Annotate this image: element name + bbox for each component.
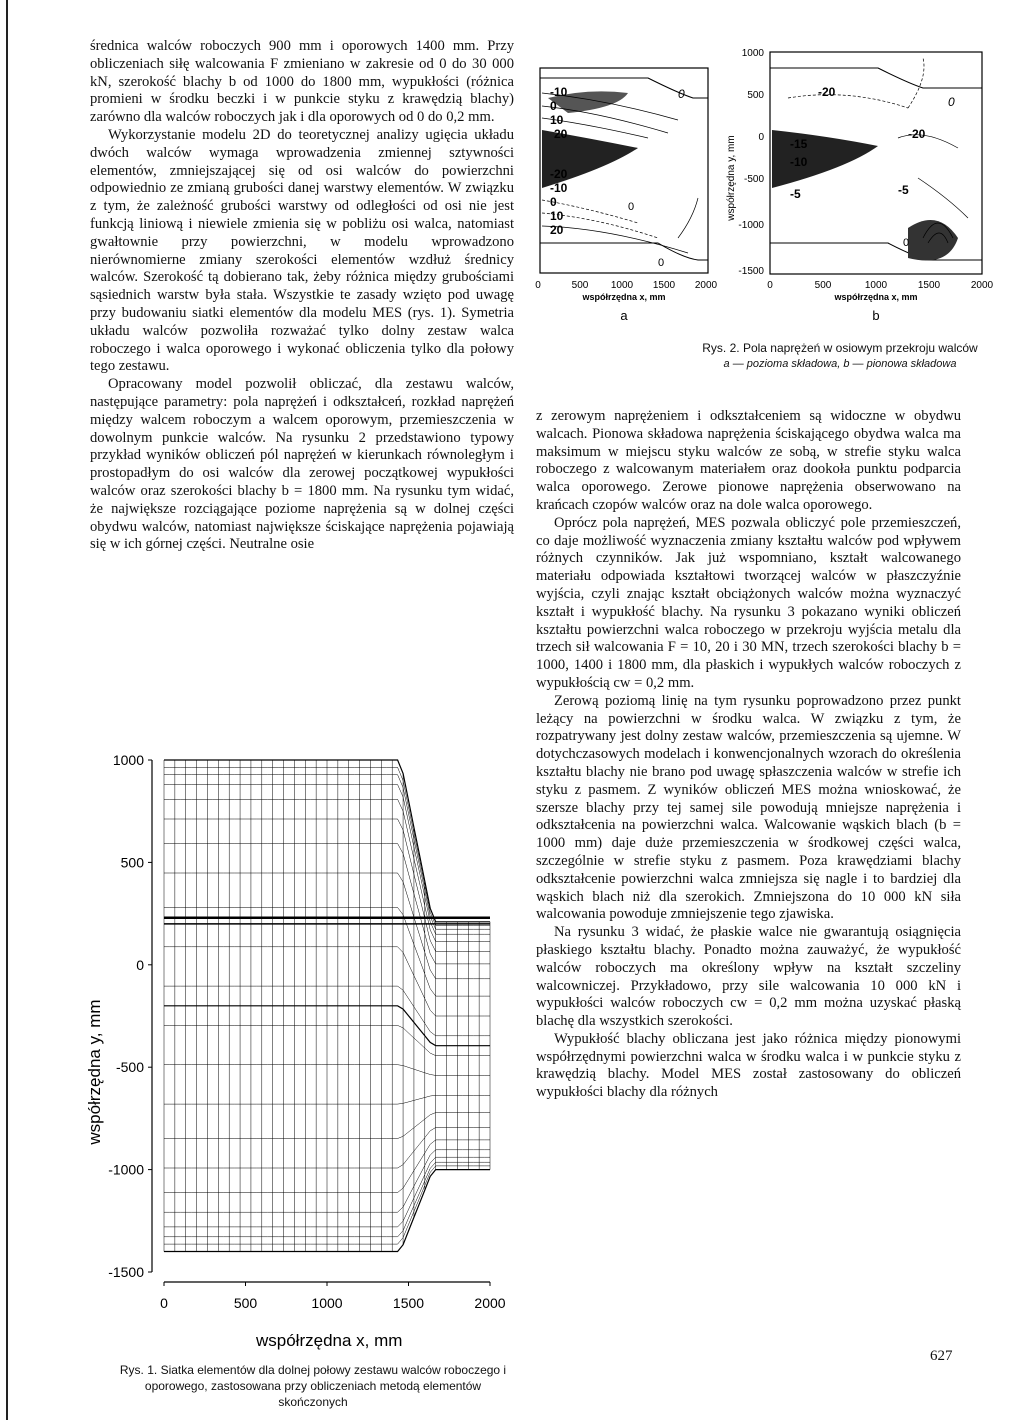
figure-2: [528, 38, 998, 328]
figure-1: [78, 742, 518, 1352]
x-tick-label: 1500: [917, 280, 941, 291]
y-tick-label: -1500: [108, 1264, 144, 1280]
x-tick-label: 2000: [474, 1295, 506, 1311]
y-tick-label: -500: [115, 1059, 144, 1076]
x-axis-label: współrzędna x, mm: [834, 292, 918, 302]
x-tick-label: 500: [814, 280, 832, 291]
paragraph: Oprócz pola naprężeń, MES pozwala obliczyć pole przemieszczeń, co daje możliwość wyznaczenia zmiany kształtu walców pod wpływem różnych czynników. Jak już wspomniano, kształt walcowanego materiału odpowiada kształtowi tworzącej walców w płaszczyźnie wyjścia, czyli znając kształt obciążonych walców można wyznaczyć kształt i wypukłość blachy. Na rysunku 3 pokazano wyniki obliczeń kształtu powierzchni walca roboczego w przekroju wyjścia metalu dla trzech sił walcowania F = 10, 20 i 30 MN, trzech szerokości blachy b = 1000, 1400 i 1800 mm, dla płaskich i wypukłych walców roboczych z wypukłością cw = 0,2 mm.: [536, 514, 961, 691]
x-tick-label: 1000: [610, 280, 634, 291]
y-tick-label: 0: [758, 132, 764, 143]
y-tick-label: -1000: [738, 220, 764, 231]
contour-label: -10: [790, 155, 808, 169]
contour-label: 0: [628, 201, 635, 213]
paragraph: z zerowym naprężeniem i odkształceniem są widoczne w obydwu walcach. Pionowa składowa naprężenia ściskającego obydwa walca ma maksimum w miejscu styku walców ze sobą, w strefie styku walca roboczego z walcowanym materiałem oraz dookoła punktu podparcia walca oporowego. Zerowe pionowe naprężenia obserwowano na krańcach czopów walców oraz na dole walca oporowego.: [536, 408, 961, 513]
y-tick-label: -500: [743, 174, 764, 185]
page-number: 627: [930, 1348, 953, 1364]
contour-label: 20: [550, 223, 564, 237]
page-edge-line: [6, 0, 8, 1420]
x-tick-label: 500: [233, 1295, 258, 1311]
x-tick-label: 1500: [392, 1295, 425, 1311]
left-text-column: [90, 38, 514, 554]
fem-mesh: [164, 760, 490, 1252]
contour-label: 0: [550, 195, 557, 209]
x-tick-label: 2000: [970, 280, 994, 291]
paragraph: Opracowany model pozwolił obliczać, dla zestawu walców, następujące parametry: pola naprężeń i odkształceń, rozkład naprężeń między walcem roboczym a walcem oporowym, przemieszczenia w dowolnym punkcie walców. Na rysunku 2 przedstawiono typowy przykład wyników obliczeń pól naprężeń w kierunkach równoległym i prostopadłym do osi walców dla zerowej początkowej wypukłości walców oraz szerokości blachy b = 1800 mm. Na rysunku tym widać, że największe rozciągające poziome naprężenia są w dolnej części obydwu walców, natomiast największe ściskające naprężenia pojawiają się w ich górnej części. Neutralne osie: [90, 376, 514, 553]
right-text-column: [536, 408, 961, 1102]
x-tick-label: 500: [571, 280, 589, 291]
contour-label: -20: [818, 85, 836, 99]
contour-label: -5: [790, 187, 801, 201]
contour-label: 20: [554, 127, 568, 141]
panel-label: a: [620, 308, 628, 323]
x-tick-label: 1000: [864, 280, 888, 291]
contour-label: 0: [550, 99, 557, 113]
x-tick-label: 1500: [652, 280, 676, 291]
y-tick-label: 0: [136, 956, 144, 973]
y-tick-label: -1500: [738, 266, 764, 277]
contour-label: 0: [678, 87, 685, 101]
figure-1-axes: [108, 752, 506, 1311]
paragraph: Na rysunku 3 widać, że płaskie walce nie gwarantują osiągnięcia płaskiego kształtu blachy. Ponadto można zauważyć, że wypukłość walców roboczych ma określony wpływ na kształt szczeliny walcowniczej. Przykładowo, przy sile walcowania 10 000 kN i wypukłości walców roboczych cw = 0,2 mm można uzyskać płaską blachę dla wszystkich szerokości.: [536, 924, 961, 1030]
x-axis-label: współrzędna x, mm: [256, 1331, 403, 1350]
contour-label: -20: [908, 127, 926, 141]
figure-2-caption: [690, 340, 990, 372]
y-tick-label: 1000: [112, 752, 144, 768]
paragraph: Zerową poziomą linię na tym rysunku poprowadzono przez punkt leżący na powierzchni w środku walca. W związku z tym, że rozpatrywany jest dolny zestaw walców, przemieszczenia są ujemne. W dotychczasowych modelach i konwencjonalnych wzorach do określenia kształtu blachy nie brano pod uwagę spłaszczenia walców w strefie ich styku z pasmem. Z wyników obliczeń MES można wnioskować, że szersze blachy przy tej samej sile powodują mniejsze naprężenia i odkształcenia na powierzchni walca. Walcowanie wąskich blach (b = 1000 mm) daje duże przemieszczenia w środkowej części walca, szczególnie w strefie styku z pasmem. Poza krawędziami blachy odkształcenie powierzchni walca zmniejsza się nagle i to bardziej dla wąskich blach niż dla szerokich. Zmniejszona do 10 000 kN siła walcowania powoduje zmniejszenie tego zjawiska.: [536, 692, 961, 923]
figure-2-caption-subtitle: a — pozioma składowa, b — pionowa składowa: [723, 358, 957, 370]
y-tick-label: 500: [747, 90, 764, 101]
contour-label: 0: [903, 237, 910, 249]
contour-label: -5: [898, 183, 909, 197]
contour-label: -15: [790, 137, 808, 151]
x-tick-label: 0: [535, 280, 541, 291]
x-tick-label: 1000: [311, 1295, 343, 1311]
contour-label: 0: [658, 257, 665, 269]
y-tick-label: 1000: [741, 48, 764, 59]
figure-1-caption: Rys. 1. Siatka elementów dla dolnej połowy zestawu walców roboczego i oporowego, zastosowana przy obliczeniach metodą elementów skończonych: [119, 1363, 507, 1409]
y-tick-label: 500: [120, 854, 144, 871]
x-axis-label: współrzędna x, mm: [582, 292, 666, 302]
contour-label: 0: [948, 95, 955, 109]
contour-label: -10: [550, 85, 568, 99]
x-tick-label: 2000: [694, 280, 718, 291]
y-axis-label: współrzędna y, mm: [85, 999, 104, 1145]
contour-label: -20: [550, 167, 568, 181]
x-tick-label: 0: [160, 1295, 168, 1311]
figure-2-panel-b: [726, 48, 994, 323]
paragraph: Wypukłość blachy obliczana jest jako różnica między pionowymi współrzędnymi powierzchni walca w środku walca i w punkcie styku z krawędzią blachy. Model MES został zastosowany do obliczeń wypukłości blachy dla różnych: [536, 1030, 961, 1101]
x-tick-label: 0: [767, 280, 773, 291]
y-axis-label: współrzędna y, mm: [726, 135, 737, 221]
panel-label: b: [872, 308, 880, 323]
figure-2-panel-a: [535, 68, 717, 323]
paragraph: Wykorzystanie modelu 2D do teoretycznej analizy ugięcia układu dwóch walców wymaga wprowadzenia zmiennej sztywności elementów, zmniejszającej się od osi walców do powierzchni odpowiednio ze zmianą grubości danej warstwy elementów. W związku z tym, że zależność grubości warstwy od odległości od osi nie jest funkcją liniową i niewiele zmienia się w pobliżu osi walca, natomiast gwałtownie przy powierzchni, w modelu wprowadzono nierównomierne zmiany szerokości elementów wzdłuż średnicy walców. Szerokość tą dobierano tak, żeby różnica między grubościami sąsiednich warstw była stała. Wszystkie te zasady wzięto pod uwagę przy budowaniu siatki elementów dla modelu MES (rys. 1). Symetria układu walców pozwoliła rozważać tylko dolny zestaw walca roboczego i walca oporowego i wykonać obliczenia tylko dla połowy tego zestawu.: [90, 126, 514, 375]
contour-label: 10: [550, 209, 564, 223]
paragraph: średnica walców roboczych 900 mm i oporowych 1400 mm. Przy obliczeniach siłę walcowania F zmieniano w zakresie od 0 do 30 000 kN, szerokość blachy b od 1000 do 1800 mm, wypukłości (różnica promieni w środku beczki i w punkcie styku z krawędzią blachy) zarówno dla walców roboczych jak i dla oporowych od 0 do 0,2 mm.: [90, 38, 514, 126]
contour-label: 10: [550, 113, 564, 127]
figure-2-caption-title: Rys. 2. Pola naprężeń w osiowym przekroju walców: [702, 341, 978, 355]
contour-label: -10: [550, 181, 568, 195]
y-tick-label: -1000: [108, 1161, 144, 1178]
